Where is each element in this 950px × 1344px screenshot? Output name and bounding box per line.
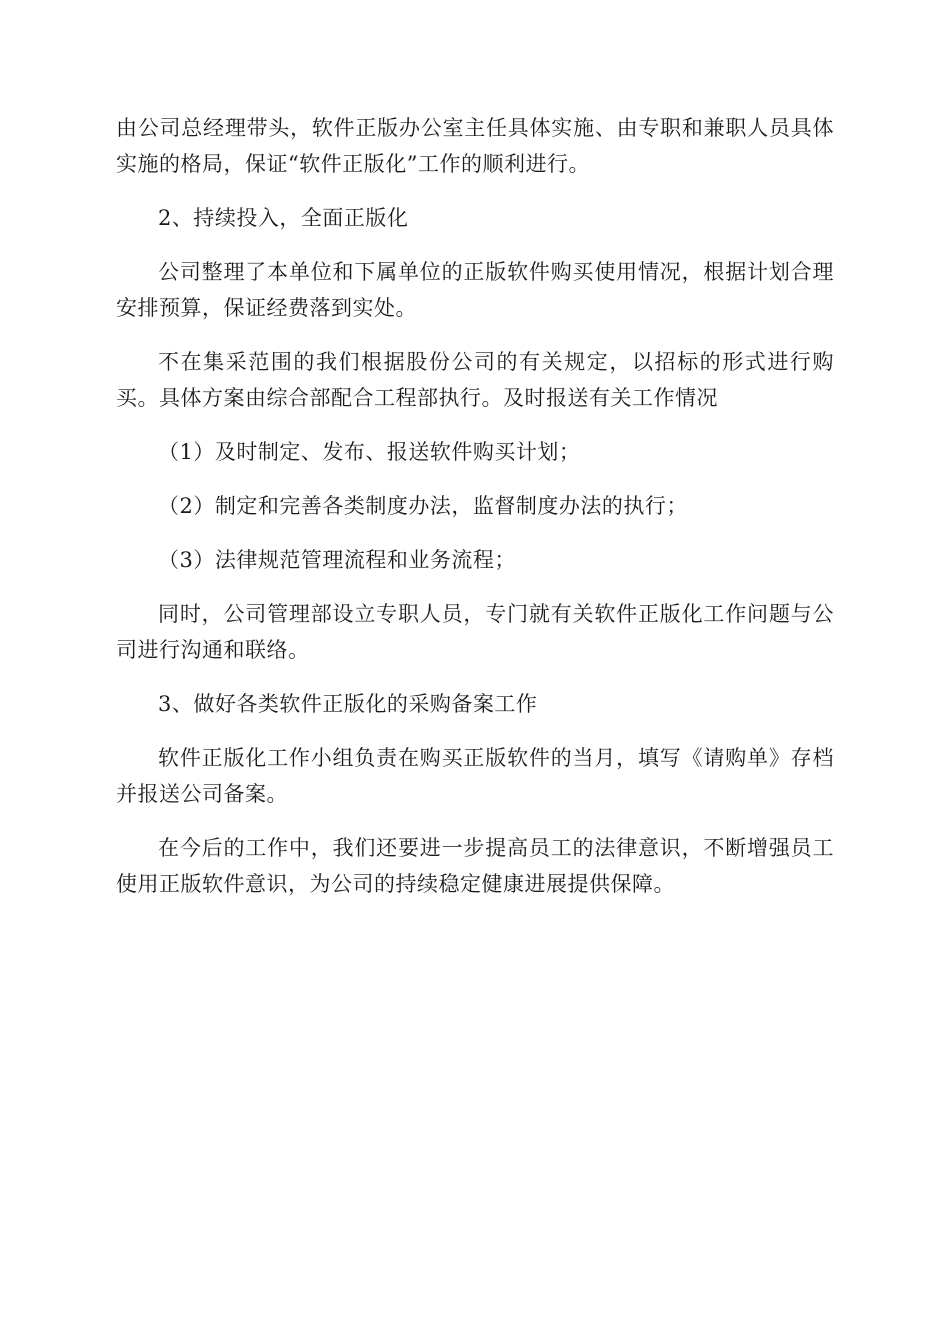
paragraph-procurement: 不在集采范围的我们根据股份公司的有关规定，以招标的形式进行购买。具体方案由综合部配合工程部执行。及时报送有关工作情况 xyxy=(116,350,834,410)
paragraph-filing: 软件正版化工作小组负责在购买正版软件的当月，填写《请购单》存档并报送公司备案。 xyxy=(116,746,834,806)
paragraph-conclusion: 在今后的工作中，我们还要进一步提高员工的法律意识，不断增强员工使用正版软件意识，为公司的持续稳定健康进展提供保障。 xyxy=(116,836,834,896)
document-body xyxy=(116,110,834,920)
paragraph-leadership: 由公司总经理带头，软件正版办公室主任具体实施、由专职和兼职人员具体实施的格局，保证“软件正版化”工作的顺利进行。 xyxy=(116,116,834,176)
list-item-2: （2）制定和完善各类制度办法，监督制度办法的执行； xyxy=(158,494,688,518)
paragraph-budget: 公司整理了本单位和下属单位的正版软件购买使用情况，根据计划合理安排预算，保证经费落到实处。 xyxy=(116,260,834,320)
paragraph-staffing: 同时，公司管理部设立专职人员，专门就有关软件正版化工作问题与公司进行沟通和联络。 xyxy=(116,602,834,662)
list-item-3: （3）法律规范管理流程和业务流程； xyxy=(158,548,516,572)
section-heading-3: 3、做好各类软件正版化的采购备案工作 xyxy=(158,692,538,716)
section-heading-2: 2、持续投入，全面正版化 xyxy=(158,206,409,230)
list-item-1: （1）及时制定、发布、报送软件购买计划； xyxy=(158,440,581,464)
